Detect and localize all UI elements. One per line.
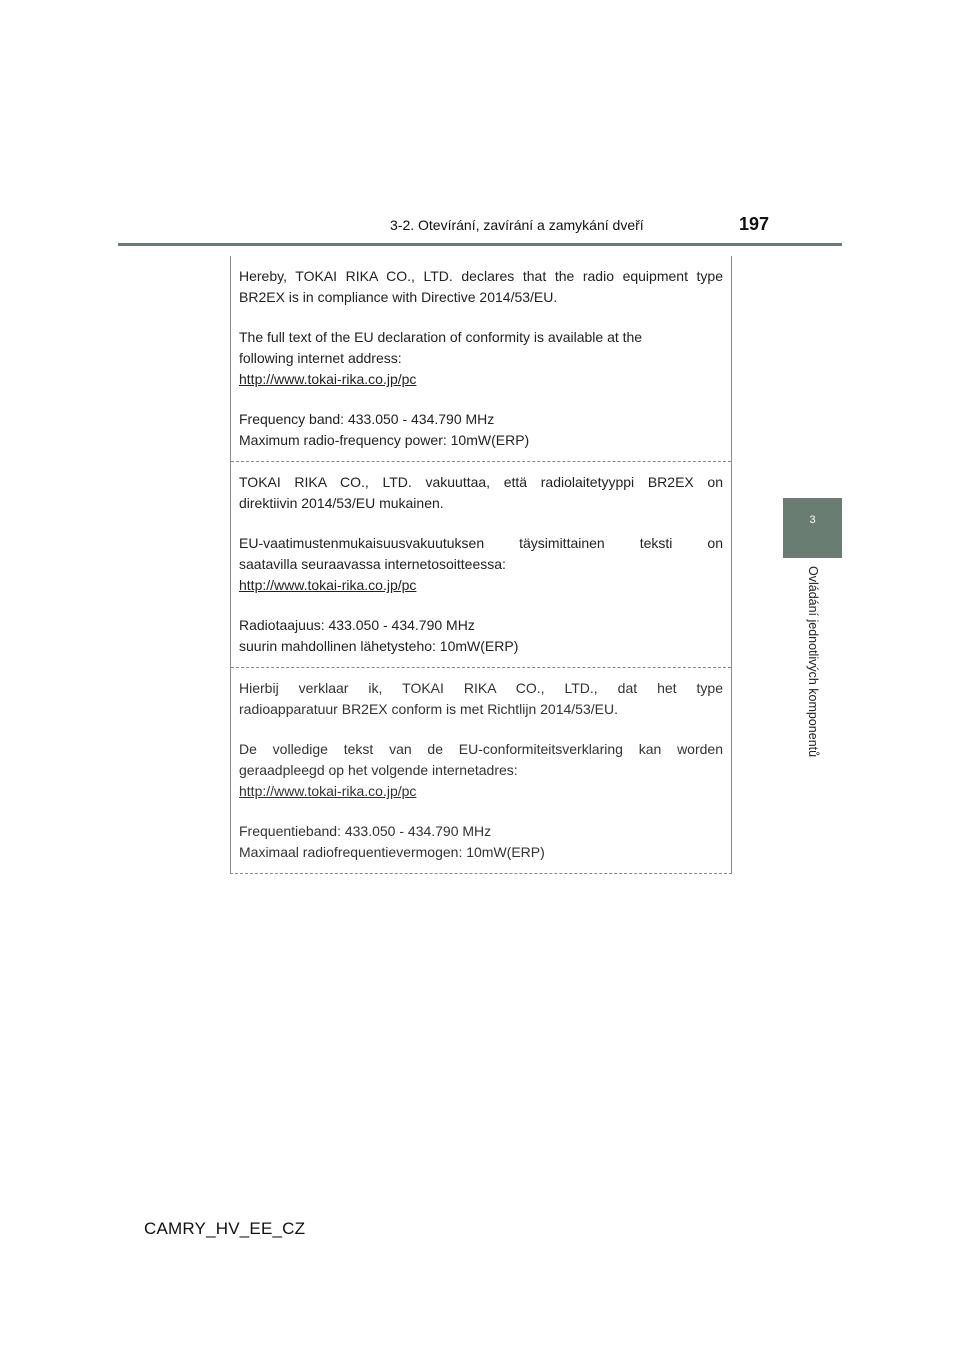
declaration-url-link[interactable]: http://www.tokai-rika.co.jp/pc [239,783,417,799]
full-text-info [239,327,723,390]
declaration-section-en [231,256,731,461]
declaration-statement [239,678,723,720]
full-text-info [239,533,723,596]
declaration-line: direktiivin 2014/53/EU mukainen. [239,495,444,511]
frequency-band: Radiotaajuus: 433.050 - 434.790 MHz [239,617,475,633]
full-text-line: saatavilla seuraavassa internetosoitteessa: [239,556,506,572]
full-text-line: following internet address: [239,350,402,366]
frequency-band: Frequentieband: 433.050 - 434.790 MHz [239,823,492,839]
declaration-line: BR2EX is in compliance with Directive 2014/53/EU. [239,289,558,305]
chapter-number: 3 [809,514,816,526]
full-text-line: The full text of the EU declaration of conformity is available at the [239,329,643,345]
declaration-line: Hereby, TOKAI RIKA CO., LTD. declares that the radio equipment type [239,268,723,284]
full-text-line: De volledige tekst van de EU-conformiteitsverklaring kan worden [239,741,723,757]
declaration-line: radioapparatuur BR2EX conform is met Richtlijn 2014/53/EU. [239,701,618,717]
full-text-line: EU-vaatimustenmukaisuusvakuutuksen täysimittainen teksti on [239,535,723,551]
declaration-box [230,256,732,874]
declaration-url-link[interactable]: http://www.tokai-rika.co.jp/pc [239,371,417,387]
full-text-info [239,739,723,802]
max-power: suurin mahdollinen lähetysteho: 10mW(ERP) [239,638,519,654]
page-number: 197 [739,214,770,234]
declaration-section-nl [231,667,731,873]
full-text-line: geraadpleegd op het volgende internetadres: [239,762,518,778]
declaration-line: Hierbij verklaar ik, TOKAI RIKA CO., LTD., dat het type [239,680,723,696]
radio-specs [239,615,723,657]
declaration-statement [239,266,723,308]
declaration-section-fi [231,461,731,667]
header-divider [118,243,842,246]
max-power: Maximum radio-frequency power: 10mW(ERP) [239,432,530,448]
declaration-statement [239,472,723,514]
section-title: 3-2. Otevírání, zavírání a zamykání dveří [390,217,644,233]
document-code: CAMRY_HV_EE_CZ [144,1219,306,1238]
chapter-tab [783,498,842,558]
frequency-band: Frequency band: 433.050 - 434.790 MHz [239,411,495,427]
chapter-label: Ovládání jednotlivých komponentů [806,566,820,758]
radio-specs [239,409,723,451]
max-power: Maximaal radiofrequentievermogen: 10mW(ERP) [239,844,545,860]
radio-specs [239,821,723,863]
declaration-line: TOKAI RIKA CO., LTD. vakuuttaa, että radiolaitetyyppi BR2EX on [239,474,723,490]
declaration-url-link[interactable]: http://www.tokai-rika.co.jp/pc [239,577,417,593]
